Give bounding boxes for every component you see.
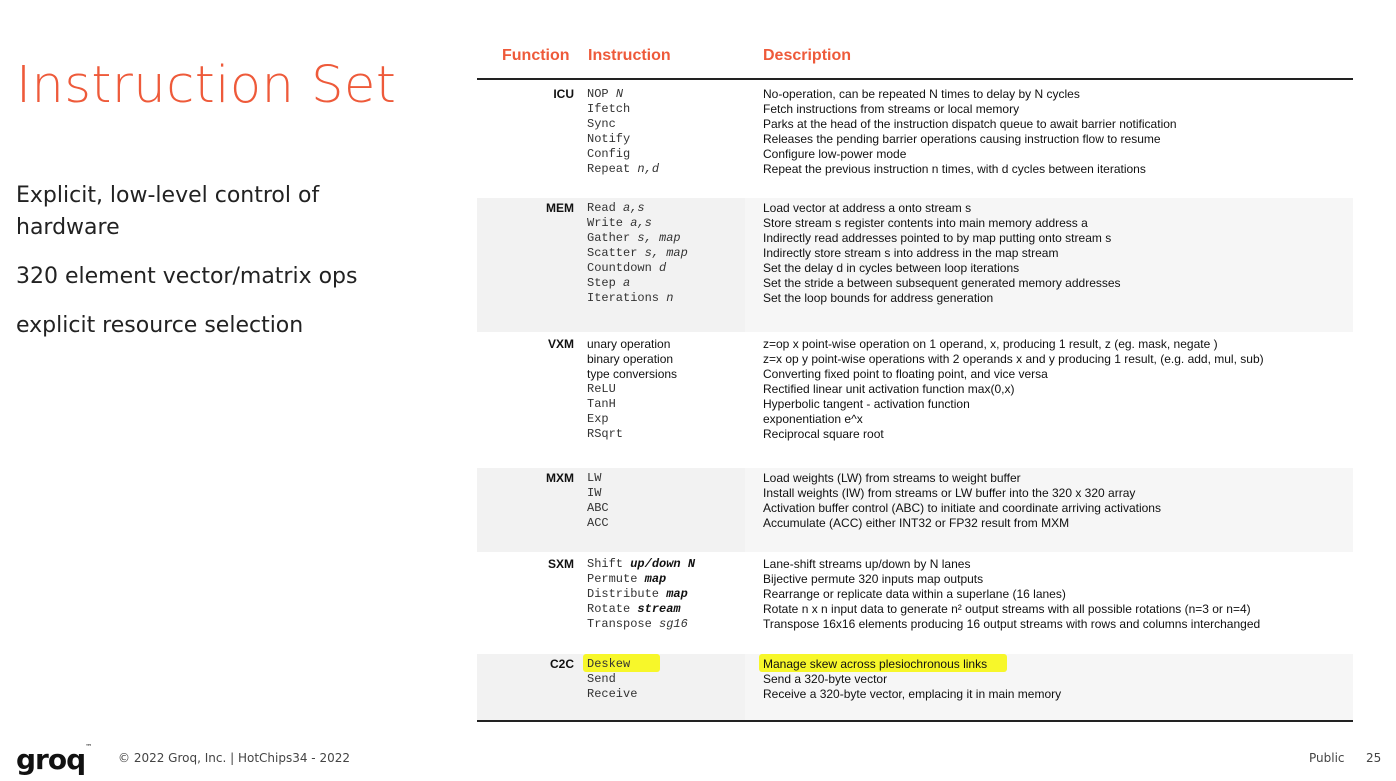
instruction-name: Notify: [587, 132, 631, 146]
slide-title: Instruction Set: [16, 56, 397, 115]
instruction-name: Gather: [587, 231, 631, 245]
instruction-name: Send: [587, 672, 616, 686]
table-row: [477, 557, 1353, 572]
group-mem: [477, 198, 1353, 332]
instruction-args: n: [666, 291, 674, 305]
instruction-cell: [587, 617, 688, 632]
instruction-name: Permute: [587, 572, 638, 586]
instruction-cell: [587, 382, 616, 397]
table-row: [477, 657, 1353, 672]
table-row: [477, 337, 1353, 352]
instruction-name: NOP: [587, 87, 609, 101]
group-mxm: [477, 468, 1353, 552]
description-cell: Reciprocal square root: [763, 427, 884, 441]
description-cell: Hyperbolic tangent - activation function: [763, 397, 970, 411]
table-row: [477, 672, 1353, 687]
instruction-cell: [587, 397, 616, 412]
description-cell: Converting fixed point to floating point, and vice versa: [763, 367, 1048, 381]
table-row: [477, 102, 1353, 117]
bullet-item: 320 element vector/matrix ops: [16, 264, 358, 289]
instruction-cell: [587, 412, 609, 427]
group-sxm: [477, 554, 1353, 652]
description-cell: Releases the pending barrier operations causing instruction flow to resume: [763, 132, 1161, 146]
instruction-cell: [587, 216, 652, 231]
header-instruction: Instruction: [588, 47, 671, 64]
description-cell: Manage skew across plesiochronous links: [763, 657, 988, 671]
table-row: [477, 412, 1353, 427]
header-function: Function: [502, 47, 570, 64]
table-row: [477, 246, 1353, 261]
instruction-cell: [587, 367, 677, 382]
instruction-name: Write: [587, 216, 624, 230]
instruction-name: binary operation: [587, 352, 674, 366]
table-row: [477, 201, 1353, 216]
table-row: [477, 147, 1353, 162]
table-row: [477, 427, 1353, 442]
table-row: [477, 587, 1353, 602]
instruction-name: Sync: [587, 117, 616, 131]
description-cell: Activation buffer control (ABC) to initiate and coordinate arriving activations: [763, 501, 1161, 515]
table-row: [477, 367, 1353, 382]
instruction-cell: [587, 117, 616, 132]
table-bottom-rule: [477, 720, 1353, 722]
instruction-cell: [587, 687, 637, 702]
description-cell: Install weights (IW) from streams or LW buffer into the 320 x 320 array: [763, 486, 1136, 500]
description-cell: Store stream s register contents into main memory address a: [763, 216, 1088, 230]
instruction-args: map: [644, 572, 667, 586]
description-cell: Rearrange or replicate data within a superlane (16 lanes): [763, 587, 1066, 601]
instruction-cell: [587, 291, 673, 306]
instruction-name: Deskew: [587, 657, 631, 671]
instruction-cell: [587, 657, 630, 672]
description-cell: Set the stride a between subsequent generated memory addresses: [763, 276, 1121, 290]
table-row: [477, 687, 1353, 702]
footer-classification: Public: [1309, 751, 1345, 765]
instruction-cell: [587, 352, 673, 367]
description-cell: Receive a 320-byte vector, emplacing it in main memory: [763, 687, 1062, 701]
instruction-cell: [587, 102, 630, 117]
instruction-args: stream: [637, 602, 681, 616]
instruction-args: s, map: [637, 231, 681, 245]
instruction-name: ReLU: [587, 382, 616, 396]
description-cell: Indirectly read addresses pointed to by map putting onto stream s: [763, 231, 1112, 245]
instruction-cell: [587, 201, 645, 216]
function-label: ICU: [553, 87, 574, 101]
instruction-cell: [587, 672, 616, 687]
description-cell: Bijective permute 320 inputs map outputs: [763, 572, 984, 586]
table-row: [477, 117, 1353, 132]
table-row: [477, 132, 1353, 147]
instruction-args: a,s: [630, 216, 652, 230]
description-cell: exponentiation e^x: [763, 412, 863, 426]
instruction-name: Iterations: [587, 291, 660, 305]
function-label: VXM: [547, 337, 574, 351]
description-cell: Parks at the head of the instruction dispatch queue to await barrier notification: [763, 117, 1177, 131]
instruction-name: type conversions: [587, 367, 678, 381]
description-cell: Repeat the previous instruction n times, with d cycles between iterations: [763, 162, 1146, 176]
instruction-name: Read: [587, 201, 616, 215]
instruction-name: IW: [587, 486, 602, 500]
instruction-cell: [587, 471, 601, 486]
group-icu: [477, 84, 1353, 196]
instruction-name: Exp: [587, 412, 609, 426]
description-cell: Set the loop bounds for address generation: [763, 291, 994, 305]
instruction-name: Repeat: [587, 162, 631, 176]
instruction-args: n,d: [637, 162, 660, 176]
groq-logo: groq™: [16, 743, 93, 776]
table-row: [477, 261, 1353, 276]
instruction-name: Transpose: [587, 617, 652, 631]
table-row: [477, 501, 1353, 516]
table-row: [477, 352, 1353, 367]
table-row: [477, 231, 1353, 246]
instruction-name: Countdown: [587, 261, 652, 275]
table-row: [477, 486, 1353, 501]
table-top-rule: [477, 78, 1353, 80]
function-label: C2C: [549, 657, 574, 671]
instruction-name: Step: [587, 276, 616, 290]
description-cell: Set the delay d in cycles between loop iterations: [763, 261, 1020, 275]
instruction-args: s, map: [644, 246, 688, 260]
bullet-item: Explicit, low-level control of hardware: [16, 183, 320, 240]
group-vxm: [477, 334, 1353, 466]
instruction-cell: [587, 231, 681, 246]
instruction-args: N: [615, 87, 624, 101]
instruction-cell: [587, 572, 666, 587]
instruction-cell: [587, 147, 630, 162]
instruction-name: Config: [587, 147, 631, 161]
instruction-cell: [587, 246, 688, 261]
table-row: [477, 397, 1353, 412]
function-label: MEM: [546, 201, 574, 215]
instruction-cell: [587, 162, 659, 177]
table-row: [477, 291, 1353, 306]
description-cell: Load vector at address a onto stream s: [763, 201, 972, 215]
instruction-cell: [587, 132, 630, 147]
instruction-args: d: [659, 261, 667, 275]
table-row: [477, 216, 1353, 231]
table-row: [477, 602, 1353, 617]
instruction-cell: [587, 587, 688, 602]
instruction-cell: [587, 261, 666, 276]
instruction-name: unary operation: [587, 337, 671, 351]
instruction-cell: [587, 557, 695, 572]
instruction-name: Ifetch: [587, 102, 631, 116]
table-row: [477, 276, 1353, 291]
instruction-cell: [587, 602, 681, 617]
description-cell: Load weights (LW) from streams to weight buffer: [763, 471, 1021, 485]
instruction-name: RSqrt: [587, 427, 624, 441]
instruction-name: LW: [587, 471, 602, 485]
function-label: MXM: [546, 471, 574, 485]
description-cell: Rotate n x n input data to generate n² output streams with all possible rotations (n=3 or n=4): [763, 602, 1251, 616]
description-cell: z=op x point-wise operation on 1 operand, x, producing 1 result, z (eg. mask, negate ): [763, 337, 1218, 351]
table-row: [477, 162, 1353, 177]
description-cell: Accumulate (ACC) either INT32 or FP32 result from MXM: [763, 516, 1070, 530]
function-label: SXM: [547, 557, 574, 571]
instruction-name: Rotate: [587, 602, 631, 616]
instruction-name: ACC: [587, 516, 609, 530]
description-cell: Indirectly store stream s into address in the map stream: [763, 246, 1059, 260]
table-row: [477, 382, 1353, 397]
description-cell: Rectified linear unit activation function max(0,x): [763, 382, 1015, 396]
table-row: [477, 572, 1353, 587]
instruction-name: ABC: [587, 501, 609, 515]
instruction-cell: [587, 87, 623, 102]
description-cell: Configure low-power mode: [763, 147, 907, 161]
instruction-name: Receive: [587, 687, 638, 701]
instruction-args: up/down N: [630, 557, 696, 571]
bullet-item: explicit resource selection: [16, 313, 304, 338]
instruction-name: Distribute: [587, 587, 660, 601]
description-cell: Lane-shift streams up/down by N lanes: [763, 557, 971, 571]
instruction-cell: [587, 276, 630, 291]
footer-copyright: © 2022 Groq, Inc. | HotChips34 - 2022: [118, 751, 350, 765]
instruction-cell: [587, 516, 609, 531]
instruction-args: map: [666, 587, 688, 601]
instruction-cell: [587, 427, 623, 442]
instruction-name: Scatter: [587, 246, 638, 260]
instruction-cell: [587, 486, 601, 501]
instruction-name: TanH: [587, 397, 616, 411]
description-cell: No-operation, can be repeated N times to delay by N cycles: [763, 87, 1080, 101]
table-row: [477, 471, 1353, 486]
instruction-cell: [587, 501, 609, 516]
instruction-name: Shift: [587, 557, 624, 571]
page-number: 25: [1366, 751, 1382, 765]
instruction-cell: [587, 337, 670, 352]
table-row: [477, 617, 1353, 632]
description-cell: Transpose 16x16 elements producing 16 output streams with rows and columns interchanged: [763, 617, 1261, 631]
bullet-list: [16, 180, 396, 359]
table-row: [477, 87, 1353, 102]
description-cell: Fetch instructions from streams or local memory: [763, 102, 1020, 116]
instruction-args: a,s: [623, 201, 645, 215]
description-cell: Send a 320-byte vector: [763, 672, 888, 686]
instruction-args: a: [623, 276, 631, 290]
table-row: [477, 516, 1353, 531]
group-c2c: [477, 654, 1353, 720]
description-cell: z=x op y point-wise operations with 2 operands x and y producing 1 result, (e.g. add, mul, sub): [763, 352, 1264, 366]
instruction-args: sg16: [659, 617, 688, 631]
header-description: Description: [763, 47, 852, 64]
